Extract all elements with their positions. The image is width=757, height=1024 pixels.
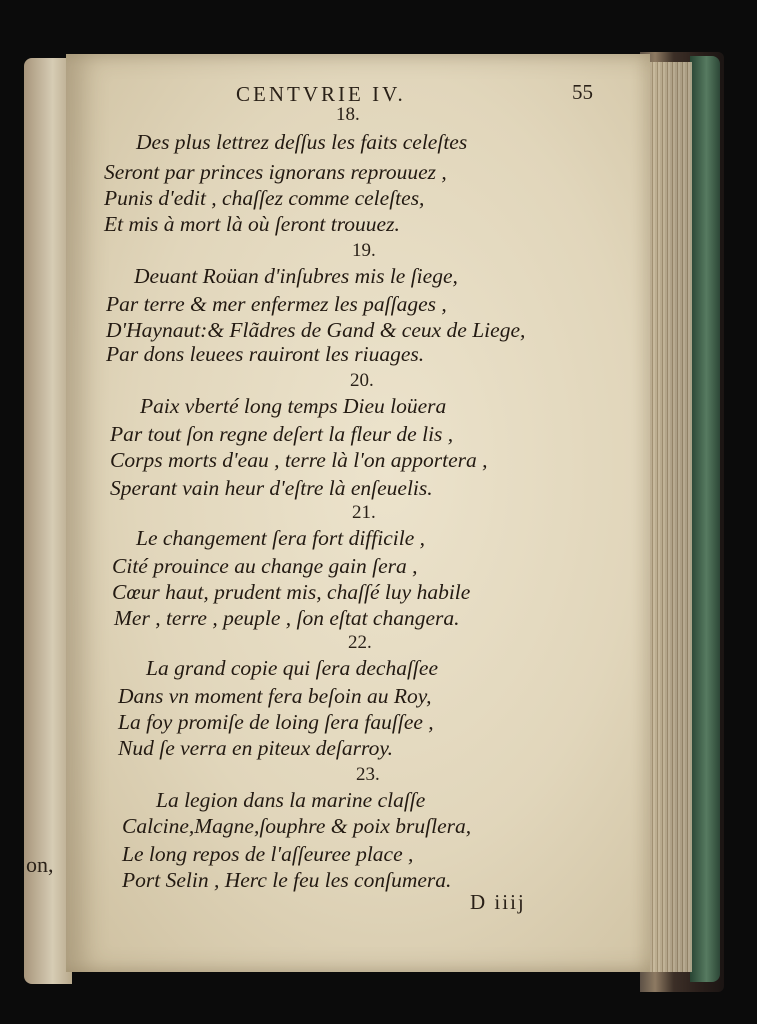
verse-line: Et mis à mort là où ſeront trouuez. [104,212,400,236]
verse-line: Seront par princes ignorans reprouuez , [104,160,447,184]
verse-line: Corps morts d'eau , terre là l'on apportera , [110,448,488,472]
stanza-number: 22. [348,632,372,653]
stanza-number: 21. [352,502,376,523]
green-cover [690,56,720,982]
verse-line: Port Selin , Herc le feu les conſumera. [122,868,452,892]
left-page-fragment: on, [26,852,54,877]
verse-line: Sperant vain heur d'eſtre là enſeuelis. [110,476,433,500]
verse-line: Dans vn moment fera beſoin au Roy, [118,684,432,708]
verse-line: Nud ſe verra en piteux deſarroy. [118,736,394,760]
verse-line: La grand copie qui ſera dechaſſee [146,656,438,680]
verse-line: Par tout ſon regne deſert la fleur de lis , [110,422,454,446]
verse-line: La legion dans la marine claſſe [156,788,426,812]
stanza-number: 19. [352,240,376,261]
verse-line: Punis d'edit , chaſſez comme celeſtes, [104,186,425,210]
verse-line: Cité prouince au change gain ſera , [112,554,418,578]
verse-line: Cœur haut, prudent mis, chaſſé luy habile [112,580,471,604]
stanza-number: 20. [350,370,374,391]
verse-line: Deuant Roüan d'inſubres mis le ſiege, [134,264,458,288]
verse-line: Calcine,Magne,ſouphre & poix bruſlera, [122,814,472,838]
verse-line: D'Haynaut:& Flãdres de Gand & ceux de Liege, [106,318,526,342]
verse-line: Des plus lettrez deſſus les faits celeſtes [136,130,468,154]
page-number: 55 [572,80,593,104]
stanza-number: 18. [336,104,360,125]
verse-line: Le changement ſera fort difficile , [136,526,426,550]
signature-mark: D iiij [470,890,526,914]
verse-line: Mer , terre , peuple , ſon eſtat changera. [114,606,460,630]
verse-line: La foy promiſe de loing ſera fauſſee , [118,710,434,734]
running-title: CENTVRIE IV. [236,82,406,106]
verse-line: Paix vberté long temps Dieu loüera [140,394,447,418]
verse-line: Par terre & mer enfermez les paſſages , [106,292,447,316]
verse-line: Par dons leuees rauiront les riuages. [106,342,425,366]
stanza-number: 23. [356,764,380,785]
verse-line: Le long repos de l'aſſeuree place , [122,842,414,866]
left-page [24,58,72,984]
